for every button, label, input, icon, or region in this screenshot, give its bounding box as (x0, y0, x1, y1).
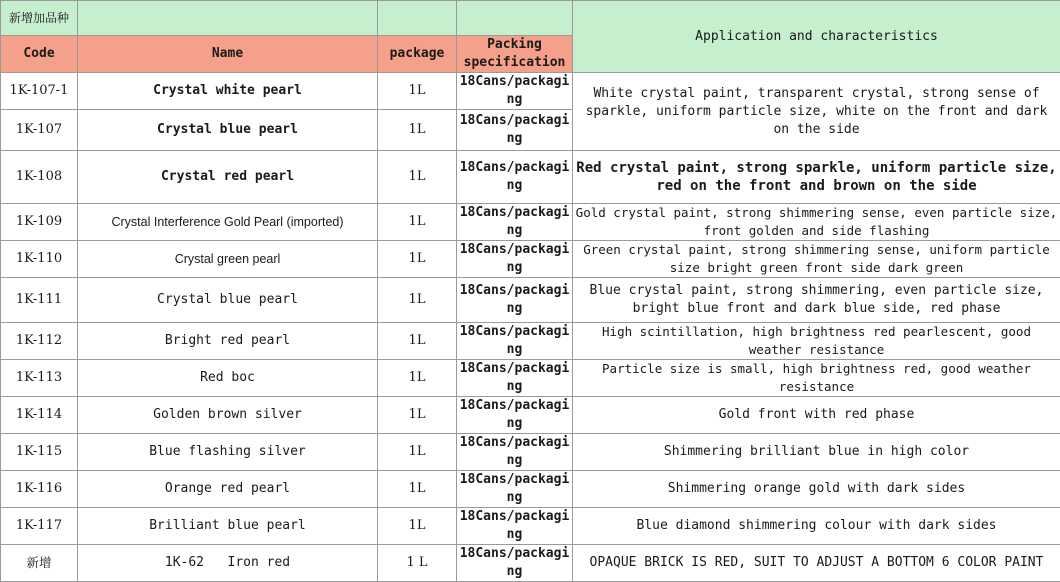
name-cell[interactable]: Golden brown silver (78, 397, 378, 434)
spec-cell[interactable]: 18Cans/packaging (457, 508, 573, 545)
code-cell[interactable]: 1K-108 (1, 151, 78, 204)
spec-cell[interactable]: 18Cans/packaging (457, 434, 573, 471)
description-cell[interactable]: Shimmering orange gold with dark sides (573, 471, 1060, 508)
name-cell[interactable]: Brilliant blue pearl (78, 508, 378, 545)
name-cell[interactable]: Crystal blue pearl (78, 110, 378, 151)
code-cell[interactable]: 1K-107-1 (1, 73, 78, 110)
spec-cell[interactable]: 18Cans/packaging (457, 360, 573, 397)
name-cell[interactable]: 1K-62 Iron red (78, 545, 378, 582)
header-code[interactable]: Code (1, 36, 78, 73)
spec-cell[interactable]: 18Cans/packaging (457, 110, 573, 151)
code-cell[interactable]: 1K-110 (1, 241, 78, 278)
header-blank-package[interactable] (378, 1, 457, 36)
package-cell[interactable]: 1L (378, 278, 457, 323)
header-package[interactable]: package (378, 36, 457, 73)
spec-cell[interactable]: 18Cans/packaging (457, 397, 573, 434)
package-cell[interactable]: 1L (378, 73, 457, 110)
code-cell[interactable]: 1K-115 (1, 434, 78, 471)
description-cell[interactable]: Red crystal paint, strong sparkle, uniform particle size, red on the front and brown on the side (573, 151, 1060, 204)
header-blank-spec[interactable] (457, 1, 573, 36)
header-blank-name[interactable] (78, 1, 378, 36)
table-row (1, 545, 1060, 582)
name-cell[interactable]: Crystal blue pearl (78, 278, 378, 323)
package-cell[interactable]: 1L (378, 151, 457, 204)
spec-cell[interactable]: 18Cans/packaging (457, 151, 573, 204)
name-cell[interactable]: Orange red pearl (78, 471, 378, 508)
name-cell[interactable]: Crystal red pearl (78, 151, 378, 204)
spec-cell[interactable]: 18Cans/packaging (457, 241, 573, 278)
package-cell[interactable]: 1L (378, 110, 457, 151)
code-cell[interactable]: 1K-113 (1, 360, 78, 397)
table-row (1, 434, 1060, 471)
header-packing-spec[interactable]: Packing specification (457, 36, 573, 73)
package-cell[interactable]: 1 L (378, 545, 457, 582)
spec-cell[interactable]: 18Cans/packaging (457, 278, 573, 323)
description-cell[interactable]: Blue diamond shimmering colour with dark sides (573, 508, 1060, 545)
table-row (1, 151, 1060, 204)
description-cell[interactable]: White crystal paint, transparent crystal, strong sense of sparkle, uniform particle size, white on the front and dark on the side (573, 73, 1060, 151)
spec-cell[interactable]: 18Cans/packaging (457, 471, 573, 508)
package-cell[interactable]: 1L (378, 241, 457, 278)
spec-cell[interactable]: 18Cans/packaging (457, 73, 573, 110)
code-cell[interactable]: 1K-116 (1, 471, 78, 508)
spec-cell[interactable]: 18Cans/packaging (457, 323, 573, 360)
table-row (1, 278, 1060, 323)
name-cell[interactable]: Crystal Interference Gold Pearl (imported) (78, 204, 378, 241)
table-row (1, 508, 1060, 545)
description-cell[interactable]: Particle size is small, high brightness red, good weather resistance (573, 360, 1060, 397)
table-row (1, 241, 1060, 278)
package-cell[interactable]: 1L (378, 204, 457, 241)
table-row (1, 323, 1060, 360)
code-cell[interactable]: 1K-117 (1, 508, 78, 545)
spec-cell[interactable]: 18Cans/packaging (457, 545, 573, 582)
new-variety-label[interactable]: 新增加品种 (1, 1, 78, 36)
header-application[interactable]: Application and characteristics (573, 1, 1060, 73)
name-cell[interactable]: Bright red pearl (78, 323, 378, 360)
code-cell[interactable]: 1K-107 (1, 110, 78, 151)
package-cell[interactable]: 1L (378, 508, 457, 545)
header-name[interactable]: Name (78, 36, 378, 73)
package-cell[interactable]: 1L (378, 360, 457, 397)
description-cell[interactable]: High scintillation, high brightness red pearlescent, good weather resistance (573, 323, 1060, 360)
code-cell[interactable]: 1K-112 (1, 323, 78, 360)
description-cell[interactable]: Blue crystal paint, strong shimmering, even particle size, bright blue front and dark blue side, red phase (573, 278, 1060, 323)
code-cell[interactable]: 1K-109 (1, 204, 78, 241)
code-cell[interactable]: 1K-111 (1, 278, 78, 323)
name-cell[interactable]: Crystal green pearl (78, 241, 378, 278)
description-cell[interactable]: Gold front with red phase (573, 397, 1060, 434)
name-cell[interactable]: Blue flashing silver (78, 434, 378, 471)
table-row (1, 360, 1060, 397)
description-cell[interactable]: Green crystal paint, strong shimmering sense, uniform particle size bright green front side dark green (573, 241, 1060, 278)
package-cell[interactable]: 1L (378, 397, 457, 434)
code-cell[interactable]: 新增 (1, 545, 78, 582)
description-cell[interactable]: OPAQUE BRICK IS RED, SUIT TO ADJUST A BOTTOM 6 COLOR PAINT (573, 545, 1060, 582)
table-row (1, 397, 1060, 434)
package-cell[interactable]: 1L (378, 434, 457, 471)
table-row (1, 471, 1060, 508)
package-cell[interactable]: 1L (378, 471, 457, 508)
description-cell[interactable]: Shimmering brilliant blue in high color (573, 434, 1060, 471)
name-cell[interactable]: Red boc (78, 360, 378, 397)
table-row (1, 73, 1060, 110)
spec-cell[interactable]: 18Cans/packaging (457, 204, 573, 241)
table-row (1, 204, 1060, 241)
name-cell[interactable]: Crystal white pearl (78, 73, 378, 110)
package-cell[interactable]: 1L (378, 323, 457, 360)
description-cell[interactable]: Gold crystal paint, strong shimmering sense, even particle size, front golden and side flashing (573, 204, 1060, 241)
code-cell[interactable]: 1K-114 (1, 397, 78, 434)
